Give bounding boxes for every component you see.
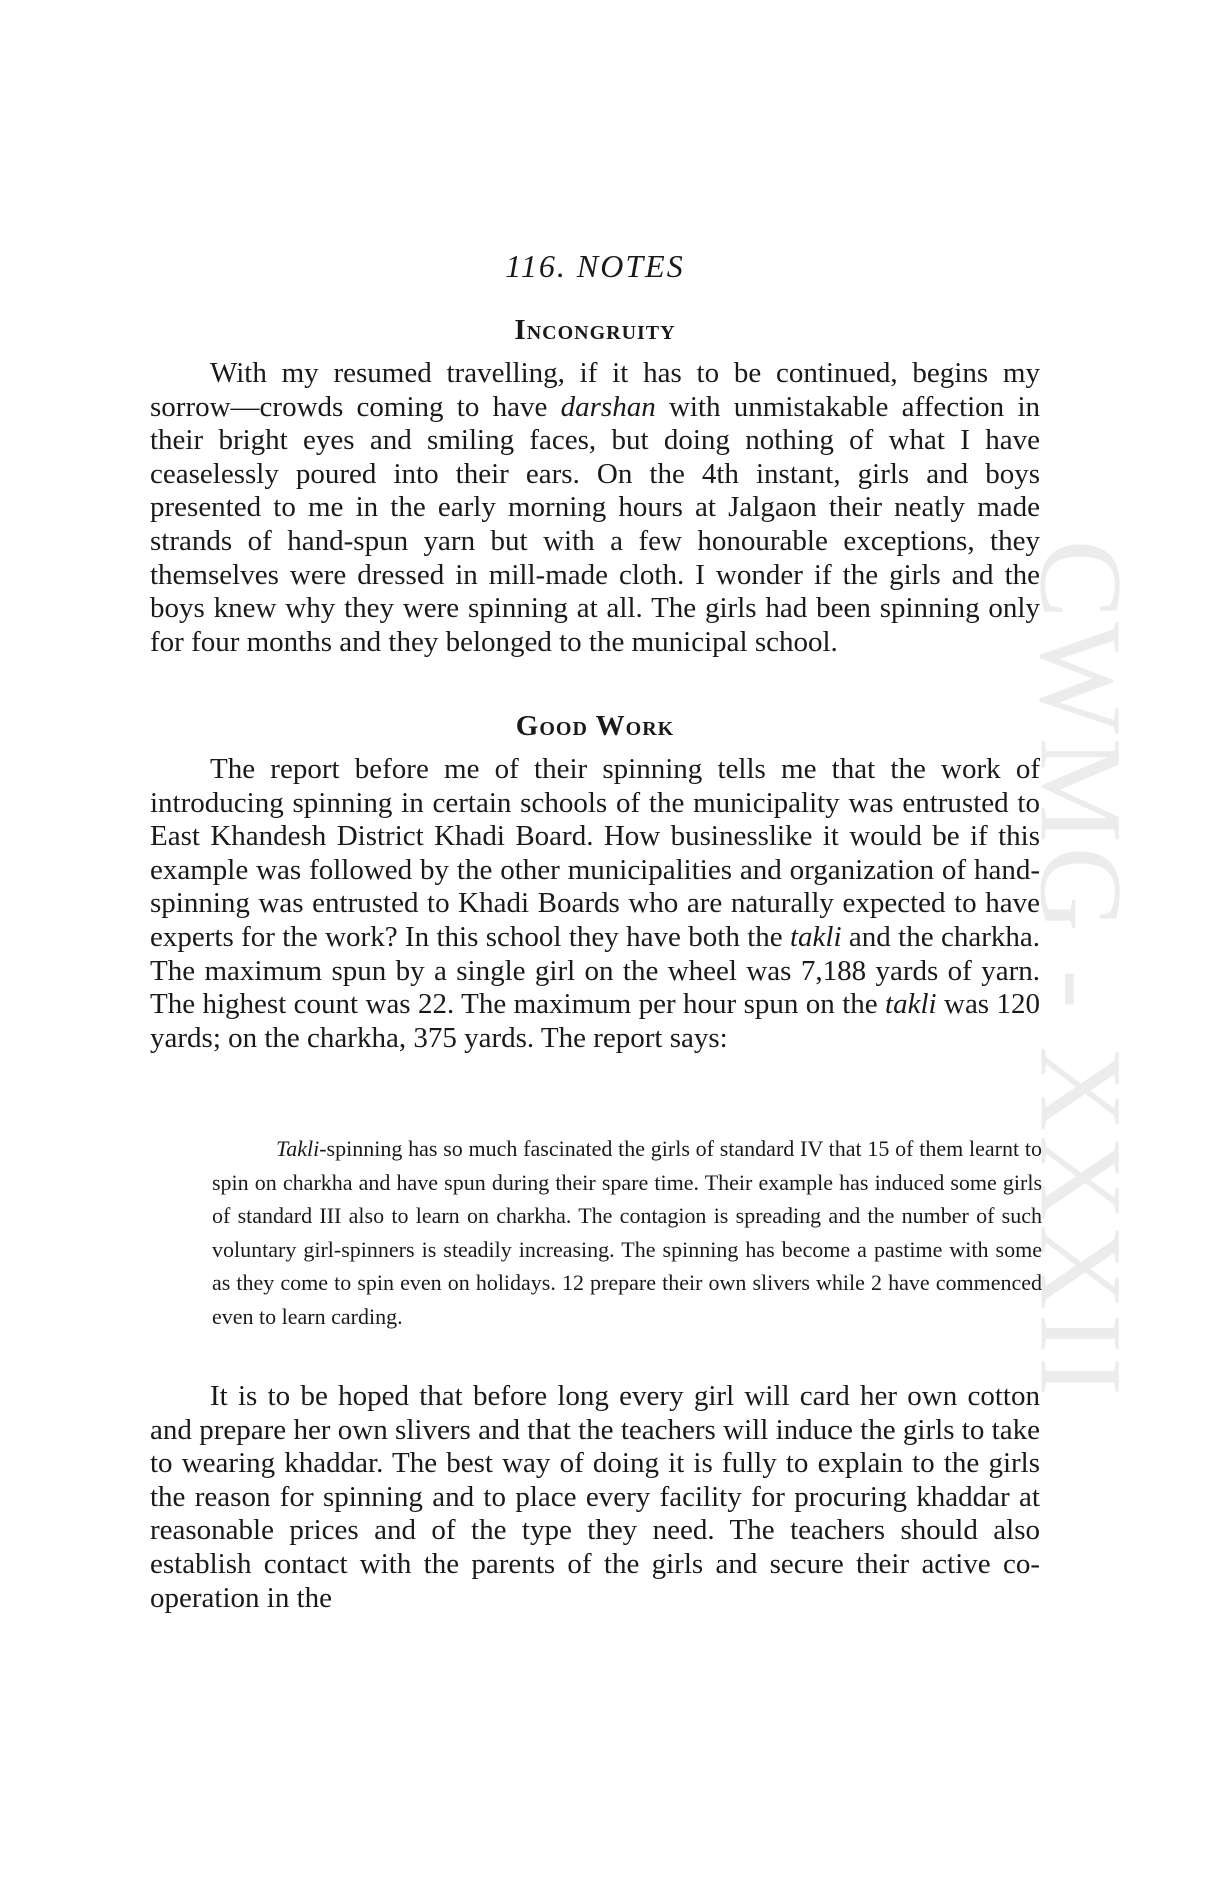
paragraph: The report before me of their spinning tells me that the work of introducing spinning in certain schools of the municipality was entrusted to East Khandesh District Khadi Board. How businesslike it would be if this example was followed by the other municipalities and organization of hand-spinning was entrusted to Khadi Boards who are naturally expected to have experts for the work? In this school they have both the takli and the charkha. The maximum spun by a single girl on the wheel was 7,188 yards of yarn. The highest count was 22. The maximum per hour spun on the takli was 120 yards; on the charkha, 375 yards. The report says:: [150, 753, 1040, 1054]
section-heading-good-work: Good Work: [515, 710, 675, 742]
section-good-work: [150, 710, 1040, 743]
paragraph: With my resumed travelling, if it has to be continued, begins my sorrow—crowds coming to have darshan with unmistakable affection in their bright eyes and smiling faces, but doing nothing of what I have ceaselessly poured into their ears. On the 4th instant, girls and boys presented to me in the early morning hours at Jalgaon their neatly made strands of hand-spun yarn but with a few honourable exceptions, they themselves were dressed in mill-made cloth. I wonder if the girls and the boys knew why they were spinning at all. The girls had been spinning only for four months and they belonged to the municipal school.: [150, 357, 1040, 658]
section-heading-incongruity: Incongruity: [514, 314, 676, 346]
italic-term: takli: [885, 988, 937, 1021]
paragraph-good-work: [150, 753, 1040, 1055]
italic-term: darshan: [560, 390, 656, 423]
watermark-text: CWMG - XXXII: [1015, 539, 1146, 1401]
paragraph-incongruity: [150, 357, 1040, 659]
block-quote: [212, 1132, 1042, 1334]
section-incongruity: [150, 314, 1040, 347]
page-title: 116. NOTES: [505, 248, 685, 284]
paragraph-conclusion: [150, 1380, 1040, 1615]
quote-paragraph: Takli-spinning has so much fascinated the girls of standard IV that 15 of them learnt to spin on charkha and have spun during their spare time. Their example has induced some girls of standard III also to learn on charkha. The contagion is spreading and the number of such voluntary girl-spinners is steadily increasing. The spinning has become a pastime with some as they come to spin even on holidays. 12 prepare their own slivers while 2 have commenced even to learn carding.: [212, 1136, 1042, 1329]
italic-term: takli: [790, 920, 842, 953]
italic-term: Takli: [276, 1136, 320, 1161]
paragraph: It is to be hoped that before long every girl will card her own cotton and prepare her own slivers and that the teachers will induce the girls to take to wearing khaddar. The best way of doing it is fully to explain to the girls the reason for spinning and to place every facility for procuring khaddar at reasonable prices and of the type they need. The teachers should also establish contact with the parents of the girls and secure their active co-operation in the: [150, 1380, 1040, 1614]
